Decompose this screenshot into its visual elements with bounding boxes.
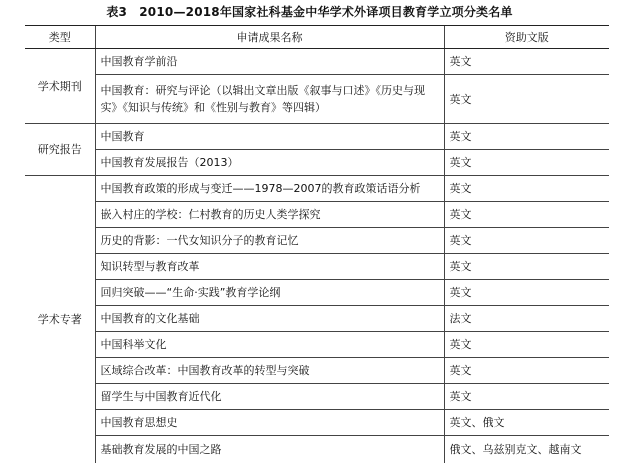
language-cell: 英文: [444, 150, 609, 176]
column-header-name: 申请成果名称: [95, 26, 444, 49]
language-cell: 英文: [444, 124, 609, 150]
table-row: [25, 75, 609, 124]
project-name-cell: 中国教育学前沿: [95, 49, 444, 75]
table-row: [25, 49, 609, 75]
language-cell: 英文: [444, 358, 609, 384]
project-name-cell: 中国科举文化: [95, 332, 444, 358]
project-name-cell: 知识转型与教育改革: [95, 254, 444, 280]
table-row: [25, 410, 609, 436]
project-name-cell: 中国教育: [95, 124, 444, 150]
column-header-language: 资助文版: [444, 26, 609, 49]
project-name-cell: 中国教育的文化基础: [95, 306, 444, 332]
type-cell: 研究报告: [25, 124, 95, 176]
table-row: [25, 228, 609, 254]
project-name-cell: 基础教育发展的中国之路: [95, 436, 444, 464]
project-name-cell: 中国教育：研究与评论（以辑出文章出版《叙事与口述》《历史与现实》《知识与传统》和《性别与教育》等四辑）: [95, 75, 444, 124]
language-cell: 英文、俄文: [444, 410, 609, 436]
project-name-cell: 历史的背影：一代女知识分子的教育记忆: [95, 228, 444, 254]
table-row: [25, 384, 609, 410]
type-cell: 学术期刊: [25, 49, 95, 124]
table-row: [25, 436, 609, 464]
language-cell: 英文: [444, 75, 609, 124]
project-name-cell: 回归突破——“生命·实践”教育学论纲: [95, 280, 444, 306]
language-cell: 英文: [444, 384, 609, 410]
language-cell: 英文: [444, 280, 609, 306]
language-cell: 英文: [444, 228, 609, 254]
type-cell: 学术专著: [37, 313, 82, 326]
project-name-cell: 中国教育政策的形成与变迁——1978—2007的教育政策话语分析: [95, 176, 444, 202]
table-row: [25, 306, 609, 332]
table-row: [25, 150, 609, 176]
project-name-cell: 中国教育发展报告（2013）: [95, 150, 444, 176]
table-header-row: [25, 26, 609, 49]
project-name-cell: 嵌入村庄的学校：仁村教育的历史人类学探究: [95, 202, 444, 228]
table-row: [25, 358, 609, 384]
table-row: [25, 202, 609, 228]
table-row: [25, 124, 609, 150]
project-name-cell: 区域综合改革：中国教育改革的转型与突破: [95, 358, 444, 384]
language-cell: 法文: [444, 306, 609, 332]
language-cell: 俄文、乌兹别克文、越南文: [444, 436, 609, 464]
language-cell: 英文: [444, 176, 609, 202]
table-row: [25, 254, 609, 280]
project-list-table: [25, 25, 609, 463]
project-name-cell: 中国教育思想史: [95, 410, 444, 436]
language-cell: 英文: [444, 49, 609, 75]
language-cell: 英文: [444, 332, 609, 358]
language-cell: 英文: [444, 254, 609, 280]
project-name-cell: 留学生与中国教育近代化: [95, 384, 444, 410]
table-row: [25, 176, 609, 202]
table-row: [25, 332, 609, 358]
table-row: [25, 280, 609, 306]
table-caption: 表3 2010—2018年国家社科基金中华学术外译项目教育学立项分类名单: [106, 5, 513, 19]
column-header-type: 类型: [25, 26, 95, 49]
language-cell: 英文: [444, 202, 609, 228]
